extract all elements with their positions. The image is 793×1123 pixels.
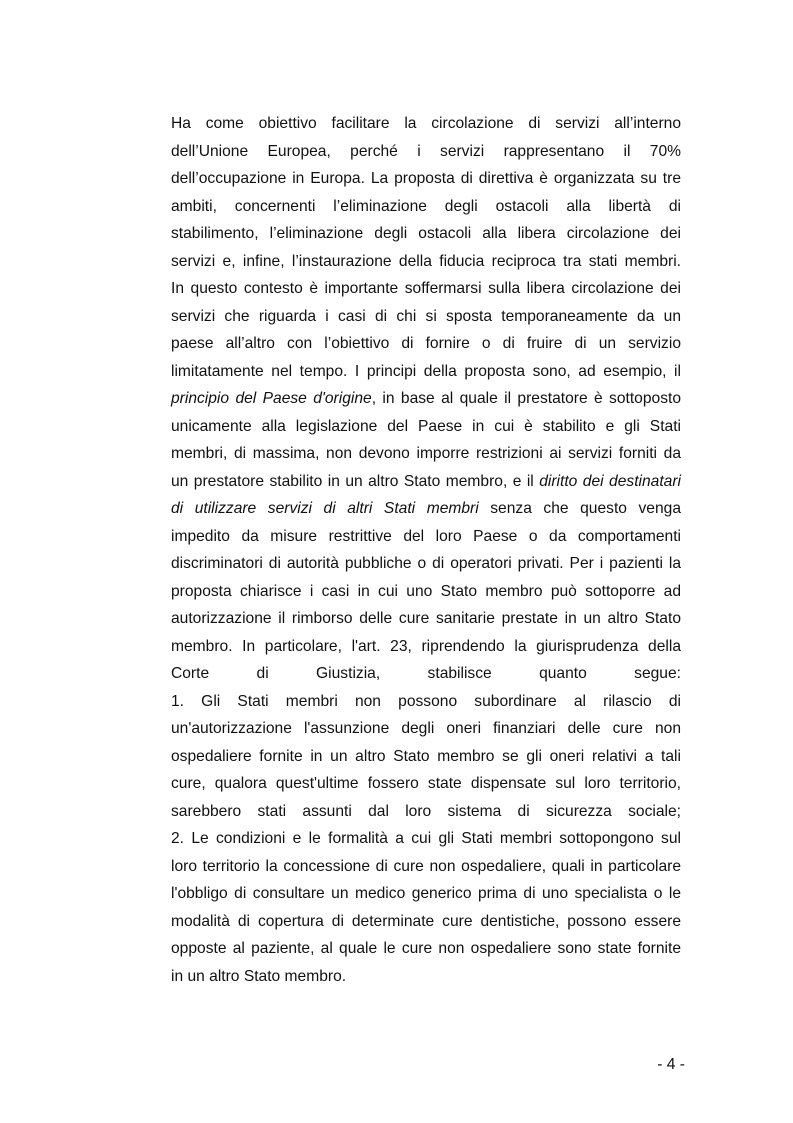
text-line [171, 908, 681, 936]
text-line [171, 358, 681, 386]
text-line [171, 688, 681, 716]
text-run: , in base al quale il prestatore è sottoposto [371, 390, 682, 407]
text-run: ambiti, concernenti l’eliminazione degli ostacoli alla libertà di [171, 197, 681, 215]
text-line [171, 385, 681, 413]
text-run: sarebbero stati assunti dal loro sistema di sicurezza sociale; [171, 802, 681, 820]
page-number: - 4 - [657, 1056, 685, 1073]
text-run: modalità di copertura di determinate cure dentistiche, possono essere [171, 912, 681, 930]
text-run: 1. Gli Stati membri non possono subordinare al rilascio di [171, 692, 681, 710]
text-line [171, 330, 681, 358]
text-run: membri, di massima, non devono imporre restrizioni ai servizi forniti da [171, 445, 681, 462]
text-run: opposte al paziente, al quale le cure non ospedaliere sono state fornite [171, 940, 681, 957]
text-run: l'obbligo di consultare un medico generico prima di uno specialista o le [171, 885, 681, 902]
text-run: senza che questo venga [478, 500, 682, 517]
text-run: 2. Le condizioni e le formalità a cui gli Stati membri sottopongono sul [171, 830, 681, 847]
text-line [171, 935, 681, 963]
text-run: unicamente alla legislazione del Paese in cui è stabilito e gli Stati [171, 417, 681, 435]
text-run: membro. In particolare, l'art. 23, riprendendo la giurisprudenza della [171, 637, 681, 655]
text-run: dell’Unione Europea, perché i servizi rappresentano il 70% [171, 142, 681, 160]
text-line [171, 220, 681, 248]
text-line [171, 605, 681, 633]
text-run: in un altro Stato membro. [171, 967, 347, 985]
text-line [171, 880, 681, 908]
text-run: servizi che riguarda i casi di chi si sposta temporaneamente da un [171, 307, 681, 325]
text-run: limitatamente nel tempo. I principi della proposta sono, ad esempio, il [171, 362, 681, 380]
text-line [171, 468, 681, 496]
text-run: impedito da misure restrittive del loro Paese o da comportamenti [171, 527, 681, 545]
text-line [171, 110, 681, 138]
text-run: Corte di Giustizia, stabilisce quanto segue: [171, 665, 681, 682]
italic-text-run: di utilizzare servizi di altri Stati membri [171, 500, 479, 517]
text-line [171, 275, 681, 303]
text-run: stabilimento, l’eliminazione degli ostacoli alla libera circolazione dei [171, 225, 681, 242]
text-run: dell’occupazione in Europa. La proposta di direttiva è organizzata su tre [171, 170, 681, 187]
text-line [171, 495, 681, 523]
text-line [171, 963, 681, 991]
text-run: un'autorizzazione l'assunzione degli oneri finanziari delle cure non [171, 720, 681, 737]
italic-text-run: diritto dei destinatari [539, 472, 681, 490]
text-line [171, 413, 681, 441]
text-run: un prestatore stabilito in un altro Stato membro, e il [171, 472, 540, 490]
text-line [171, 798, 681, 826]
text-line [171, 138, 681, 166]
italic-text-run: principio del Paese d'origine [171, 390, 372, 407]
text-line [171, 248, 681, 276]
text-line [171, 523, 681, 551]
text-line [171, 193, 681, 221]
text-line [171, 165, 681, 193]
text-run: proposta chiarisce i casi in cui uno Stato membro può sottoporre ad [171, 582, 681, 600]
text-line [171, 853, 681, 881]
text-line [171, 825, 681, 853]
text-line [171, 743, 681, 771]
text-run: Ha come obiettivo facilitare la circolazione di servizi all’interno [171, 115, 681, 132]
text-run: In questo contesto è importante soffermarsi sulla libera circolazione dei [171, 280, 681, 297]
text-line [171, 715, 681, 743]
text-line [171, 303, 681, 331]
text-run: loro territorio la concessione di cure non ospedaliere, quali in particolare [171, 857, 681, 875]
text-run: paese all’altro con l’obiettivo di fornire o di fruire di un servizio [171, 335, 681, 352]
text-line [171, 633, 681, 661]
text-line [171, 578, 681, 606]
text-line [171, 660, 681, 688]
text-run: cure, qualora quest'ultime fossero state dispensate sul loro territorio, [171, 775, 681, 792]
body-paragraph [171, 110, 681, 990]
text-run: servizi e, infine, l’instaurazione della fiducia reciproca tra stati membri. [171, 252, 681, 270]
text-run: discriminatori di autorità pubbliche o di operatori privati. Per i pazienti la [171, 555, 681, 572]
text-run: ospedaliere fornite in un altro Stato membro se gli oneri relativi a tali [171, 747, 681, 765]
text-line [171, 550, 681, 578]
text-line [171, 440, 681, 468]
text-run: autorizzazione il rimborso delle cure sanitarie prestate in un altro Stato [171, 610, 681, 627]
text-line [171, 770, 681, 798]
